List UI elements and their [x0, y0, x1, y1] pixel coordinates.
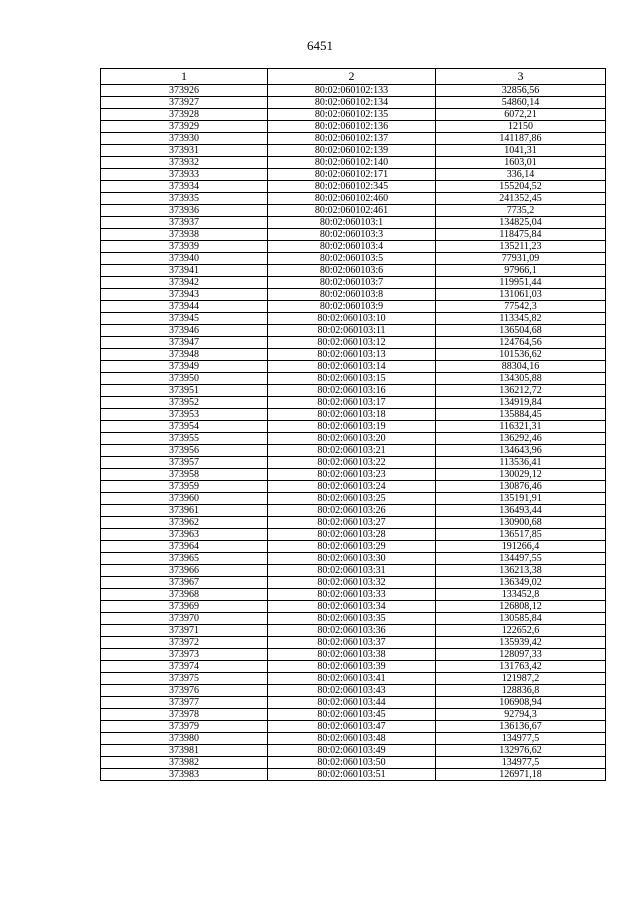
row-number-cell: 373930 — [101, 133, 268, 145]
cadastral-number-cell: 80:02:060103:37 — [268, 637, 436, 649]
table-row — [101, 253, 606, 265]
cadastral-number-cell: 80:02:060103:20 — [268, 433, 436, 445]
cadastral-number-cell: 80:02:060103:25 — [268, 493, 436, 505]
cadastral-number-cell: 80:02:060102:171 — [268, 169, 436, 181]
cadastral-number-cell: 80:02:060102:345 — [268, 181, 436, 193]
table-row — [101, 109, 606, 121]
value-cell: 77542,3 — [436, 301, 606, 313]
cadastral-number-cell: 80:02:060103:32 — [268, 577, 436, 589]
value-cell: 131061,03 — [436, 289, 606, 301]
row-number-cell: 373945 — [101, 313, 268, 325]
table-row — [101, 289, 606, 301]
table-row — [101, 97, 606, 109]
data-table — [100, 68, 606, 781]
cadastral-number-cell: 80:02:060103:41 — [268, 673, 436, 685]
table-row — [101, 397, 606, 409]
row-number-cell: 373970 — [101, 613, 268, 625]
value-cell: 128836,8 — [436, 685, 606, 697]
table-row — [101, 721, 606, 733]
table-row — [101, 433, 606, 445]
table-row — [101, 697, 606, 709]
value-cell: 134643,96 — [436, 445, 606, 457]
cadastral-number-cell: 80:02:060103:12 — [268, 337, 436, 349]
cadastral-number-cell: 80:02:060103:17 — [268, 397, 436, 409]
row-number-cell: 373979 — [101, 721, 268, 733]
table-row — [101, 517, 606, 529]
value-cell: 134977,5 — [436, 757, 606, 769]
cadastral-number-cell: 80:02:060103:48 — [268, 733, 436, 745]
value-cell: 132976,62 — [436, 745, 606, 757]
table-row — [101, 313, 606, 325]
table-row — [101, 649, 606, 661]
cadastral-number-cell: 80:02:060102:135 — [268, 109, 436, 121]
value-cell: 134497,55 — [436, 553, 606, 565]
value-cell: 133452,8 — [436, 589, 606, 601]
page-number: 6451 — [307, 38, 333, 53]
cadastral-number-cell: 80:02:060103:51 — [268, 769, 436, 781]
column-header-1: 1 — [101, 69, 268, 85]
value-cell: 136292,46 — [436, 433, 606, 445]
value-cell: 7735,2 — [436, 205, 606, 217]
row-number-cell: 373935 — [101, 193, 268, 205]
cadastral-number-cell: 80:02:060102:134 — [268, 97, 436, 109]
cadastral-number-cell: 80:02:060103:39 — [268, 661, 436, 673]
row-number-cell: 373956 — [101, 445, 268, 457]
row-number-cell: 373947 — [101, 337, 268, 349]
table-row — [101, 145, 606, 157]
cadastral-number-cell: 80:02:060102:139 — [268, 145, 436, 157]
table-row — [101, 325, 606, 337]
row-number-cell: 373982 — [101, 757, 268, 769]
cadastral-number-cell: 80:02:060103:27 — [268, 517, 436, 529]
value-cell: 1041,31 — [436, 145, 606, 157]
value-cell: 336,14 — [436, 169, 606, 181]
table-row — [101, 361, 606, 373]
table-row — [101, 745, 606, 757]
cadastral-number-cell: 80:02:060103:43 — [268, 685, 436, 697]
value-cell: 191266,4 — [436, 541, 606, 553]
table-row — [101, 637, 606, 649]
value-cell: 135191,91 — [436, 493, 606, 505]
table-row — [101, 685, 606, 697]
table-row — [101, 133, 606, 145]
row-number-cell: 373950 — [101, 373, 268, 385]
row-number-cell: 373957 — [101, 457, 268, 469]
cadastral-number-cell: 80:02:060103:5 — [268, 253, 436, 265]
row-number-cell: 373932 — [101, 157, 268, 169]
value-cell: 118475,84 — [436, 229, 606, 241]
cadastral-number-cell: 80:02:060103:50 — [268, 757, 436, 769]
table-row — [101, 409, 606, 421]
table-row — [101, 181, 606, 193]
value-cell: 6072,21 — [436, 109, 606, 121]
row-number-cell: 373959 — [101, 481, 268, 493]
row-number-cell: 373934 — [101, 181, 268, 193]
value-cell: 135939,42 — [436, 637, 606, 649]
row-number-cell: 373928 — [101, 109, 268, 121]
value-cell: 136212,72 — [436, 385, 606, 397]
cadastral-number-cell: 80:02:060103:23 — [268, 469, 436, 481]
table-row — [101, 217, 606, 229]
row-number-cell: 373955 — [101, 433, 268, 445]
value-cell: 101536,62 — [436, 349, 606, 361]
cadastral-number-cell: 80:02:060103:36 — [268, 625, 436, 637]
row-number-cell: 373943 — [101, 289, 268, 301]
value-cell: 106908,94 — [436, 697, 606, 709]
row-number-cell: 373981 — [101, 745, 268, 757]
value-cell: 54860,14 — [436, 97, 606, 109]
value-cell: 136517,85 — [436, 529, 606, 541]
table-row — [101, 277, 606, 289]
row-number-cell: 373946 — [101, 325, 268, 337]
row-number-cell: 373931 — [101, 145, 268, 157]
table-row — [101, 121, 606, 133]
table-row — [101, 757, 606, 769]
cadastral-number-cell: 80:02:060103:47 — [268, 721, 436, 733]
value-cell: 134919,84 — [436, 397, 606, 409]
cadastral-number-cell: 80:02:060103:33 — [268, 589, 436, 601]
row-number-cell: 373939 — [101, 241, 268, 253]
row-number-cell: 373929 — [101, 121, 268, 133]
value-cell: 1603,01 — [436, 157, 606, 169]
table-body — [101, 85, 606, 781]
table-row — [101, 493, 606, 505]
value-cell: 136504,68 — [436, 325, 606, 337]
row-number-cell: 373952 — [101, 397, 268, 409]
row-number-cell: 373980 — [101, 733, 268, 745]
row-number-cell: 373974 — [101, 661, 268, 673]
row-number-cell: 373964 — [101, 541, 268, 553]
cadastral-number-cell: 80:02:060103:18 — [268, 409, 436, 421]
cadastral-number-cell: 80:02:060103:6 — [268, 265, 436, 277]
cadastral-number-cell: 80:02:060103:13 — [268, 349, 436, 361]
cadastral-number-cell: 80:02:060102:460 — [268, 193, 436, 205]
value-cell: 136136,67 — [436, 721, 606, 733]
row-number-cell: 373963 — [101, 529, 268, 541]
row-number-cell: 373926 — [101, 85, 268, 97]
row-number-cell: 373942 — [101, 277, 268, 289]
header-row — [101, 69, 606, 85]
table-row — [101, 421, 606, 433]
row-number-cell: 373951 — [101, 385, 268, 397]
value-cell: 12150 — [436, 121, 606, 133]
cadastral-number-cell: 80:02:060102:136 — [268, 121, 436, 133]
cadastral-number-cell: 80:02:060103:34 — [268, 601, 436, 613]
table-row — [101, 337, 606, 349]
table-row — [101, 157, 606, 169]
value-cell: 241352,45 — [436, 193, 606, 205]
value-cell: 135884,45 — [436, 409, 606, 421]
cadastral-number-cell: 80:02:060103:45 — [268, 709, 436, 721]
row-number-cell: 373948 — [101, 349, 268, 361]
row-number-cell: 373975 — [101, 673, 268, 685]
table-row — [101, 589, 606, 601]
row-number-cell: 373967 — [101, 577, 268, 589]
cadastral-number-cell: 80:02:060103:9 — [268, 301, 436, 313]
table-row — [101, 265, 606, 277]
cadastral-number-cell: 80:02:060102:137 — [268, 133, 436, 145]
cadastral-number-cell: 80:02:060103:8 — [268, 289, 436, 301]
value-cell: 126808,12 — [436, 601, 606, 613]
value-cell: 130029,12 — [436, 469, 606, 481]
row-number-cell: 373976 — [101, 685, 268, 697]
cadastral-number-cell: 80:02:060103:4 — [268, 241, 436, 253]
value-cell: 130876,46 — [436, 481, 606, 493]
value-cell: 121987,2 — [436, 673, 606, 685]
value-cell: 136213,38 — [436, 565, 606, 577]
cadastral-number-cell: 80:02:060103:19 — [268, 421, 436, 433]
value-cell: 131763,42 — [436, 661, 606, 673]
row-number-cell: 373949 — [101, 361, 268, 373]
cadastral-number-cell: 80:02:060103:24 — [268, 481, 436, 493]
row-number-cell: 373954 — [101, 421, 268, 433]
cadastral-number-cell: 80:02:060103:30 — [268, 553, 436, 565]
row-number-cell: 373965 — [101, 553, 268, 565]
value-cell: 130585,84 — [436, 613, 606, 625]
row-number-cell: 373960 — [101, 493, 268, 505]
cadastral-number-cell: 80:02:060103:3 — [268, 229, 436, 241]
table-row — [101, 565, 606, 577]
row-number-cell: 373937 — [101, 217, 268, 229]
cadastral-number-cell: 80:02:060103:15 — [268, 373, 436, 385]
column-header-2: 2 — [268, 69, 436, 85]
value-cell: 136349,02 — [436, 577, 606, 589]
value-cell: 141187,86 — [436, 133, 606, 145]
table-row — [101, 373, 606, 385]
row-number-cell: 373938 — [101, 229, 268, 241]
cadastral-number-cell: 80:02:060102:140 — [268, 157, 436, 169]
value-cell: 136493,44 — [436, 505, 606, 517]
row-number-cell: 373978 — [101, 709, 268, 721]
table-row — [101, 733, 606, 745]
value-cell: 135211,23 — [436, 241, 606, 253]
table-row — [101, 505, 606, 517]
cadastral-number-cell: 80:02:060103:26 — [268, 505, 436, 517]
value-cell: 134977,5 — [436, 733, 606, 745]
cadastral-number-cell: 80:02:060103:10 — [268, 313, 436, 325]
row-number-cell: 373940 — [101, 253, 268, 265]
table-row — [101, 529, 606, 541]
row-number-cell: 373968 — [101, 589, 268, 601]
value-cell: 122652,6 — [436, 625, 606, 637]
cadastral-number-cell: 80:02:060103:7 — [268, 277, 436, 289]
table-row — [101, 553, 606, 565]
cadastral-number-cell: 80:02:060103:49 — [268, 745, 436, 757]
row-number-cell: 373971 — [101, 625, 268, 637]
column-header-3: 3 — [436, 69, 606, 85]
row-number-cell: 373936 — [101, 205, 268, 217]
table-row — [101, 301, 606, 313]
value-cell: 128097,33 — [436, 649, 606, 661]
row-number-cell: 373972 — [101, 637, 268, 649]
row-number-cell: 373944 — [101, 301, 268, 313]
value-cell: 134825,04 — [436, 217, 606, 229]
value-cell: 113345,82 — [436, 313, 606, 325]
value-cell: 77931,09 — [436, 253, 606, 265]
row-number-cell: 373977 — [101, 697, 268, 709]
cadastral-number-cell: 80:02:060103:29 — [268, 541, 436, 553]
value-cell: 113536,41 — [436, 457, 606, 469]
value-cell: 97966,1 — [436, 265, 606, 277]
cadastral-number-cell: 80:02:060103:14 — [268, 361, 436, 373]
table-row — [101, 769, 606, 781]
row-number-cell: 373973 — [101, 649, 268, 661]
row-number-cell: 373966 — [101, 565, 268, 577]
row-number-cell: 373961 — [101, 505, 268, 517]
value-cell: 134305,88 — [436, 373, 606, 385]
cadastral-number-cell: 80:02:060103:21 — [268, 445, 436, 457]
cadastral-number-cell: 80:02:060103:1 — [268, 217, 436, 229]
row-number-cell: 373953 — [101, 409, 268, 421]
table-row — [101, 85, 606, 97]
cadastral-number-cell: 80:02:060103:35 — [268, 613, 436, 625]
value-cell: 116321,31 — [436, 421, 606, 433]
table-row — [101, 541, 606, 553]
table-row — [101, 457, 606, 469]
value-cell: 119951,44 — [436, 277, 606, 289]
table-row — [101, 445, 606, 457]
cadastral-number-cell: 80:02:060103:11 — [268, 325, 436, 337]
cadastral-number-cell: 80:02:060103:38 — [268, 649, 436, 661]
row-number-cell: 373983 — [101, 769, 268, 781]
value-cell: 32856,56 — [436, 85, 606, 97]
cadastral-number-cell: 80:02:060103:28 — [268, 529, 436, 541]
row-number-cell: 373933 — [101, 169, 268, 181]
cadastral-number-cell: 80:02:060103:31 — [268, 565, 436, 577]
value-cell: 92794,3 — [436, 709, 606, 721]
table-row — [101, 709, 606, 721]
cadastral-number-cell: 80:02:060103:16 — [268, 385, 436, 397]
table-row — [101, 385, 606, 397]
table-row — [101, 241, 606, 253]
table-row — [101, 661, 606, 673]
cadastral-number-cell: 80:02:060103:44 — [268, 697, 436, 709]
table-row — [101, 673, 606, 685]
cadastral-number-cell: 80:02:060103:22 — [268, 457, 436, 469]
value-cell: 155204,52 — [436, 181, 606, 193]
table-row — [101, 193, 606, 205]
row-number-cell: 373941 — [101, 265, 268, 277]
row-number-cell: 373958 — [101, 469, 268, 481]
table-row — [101, 577, 606, 589]
table-row — [101, 169, 606, 181]
table-row — [101, 205, 606, 217]
value-cell: 124764,56 — [436, 337, 606, 349]
row-number-cell: 373927 — [101, 97, 268, 109]
value-cell: 130900,68 — [436, 517, 606, 529]
table-row — [101, 229, 606, 241]
table-row — [101, 469, 606, 481]
cadastral-number-cell: 80:02:060102:461 — [268, 205, 436, 217]
table-row — [101, 601, 606, 613]
row-number-cell: 373962 — [101, 517, 268, 529]
table-row — [101, 349, 606, 361]
row-number-cell: 373969 — [101, 601, 268, 613]
table-row — [101, 613, 606, 625]
cadastral-number-cell: 80:02:060102:133 — [268, 85, 436, 97]
table-row — [101, 481, 606, 493]
table-row — [101, 625, 606, 637]
value-cell: 88304,16 — [436, 361, 606, 373]
value-cell: 126971,18 — [436, 769, 606, 781]
